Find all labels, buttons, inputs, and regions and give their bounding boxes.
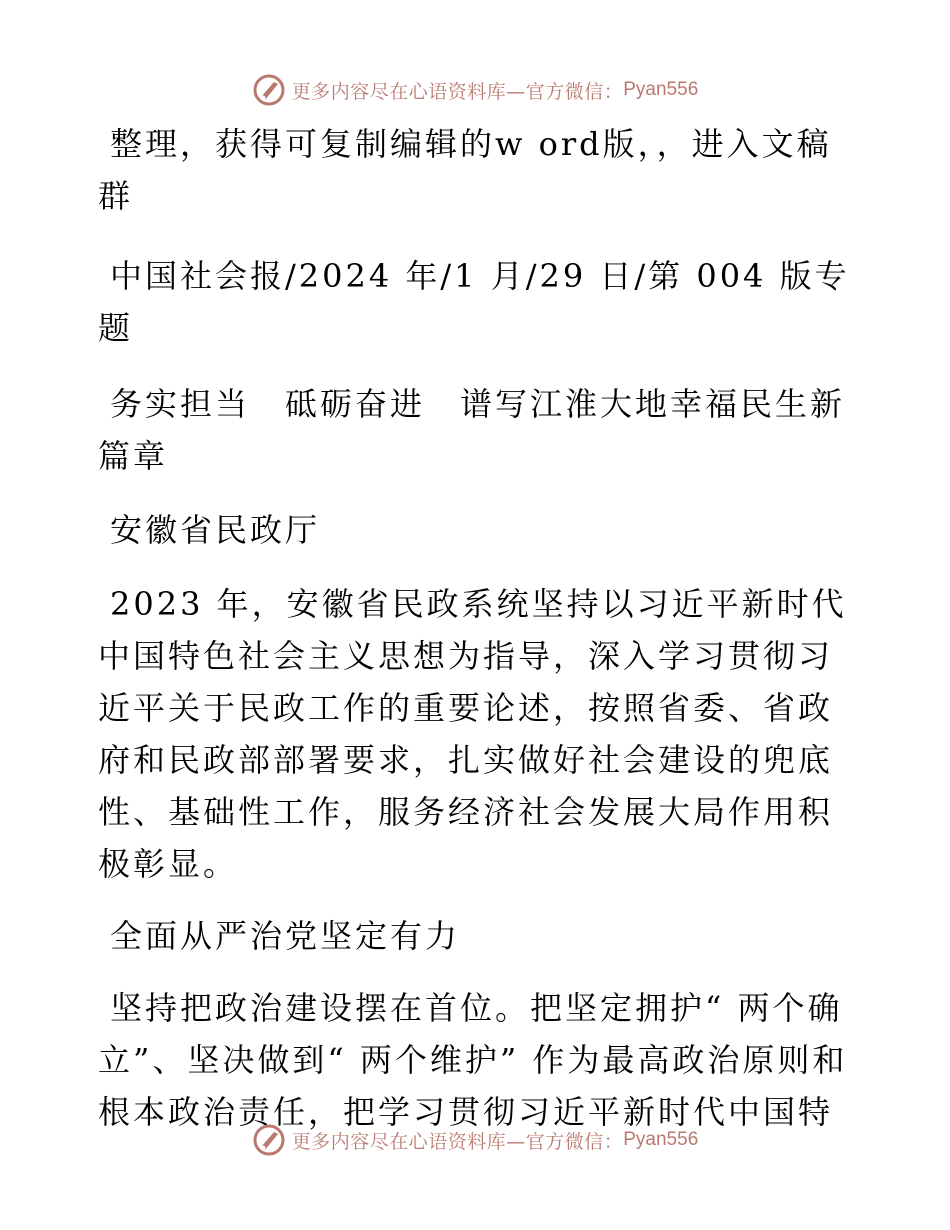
watermark-text: 更多内容尽在心语资料库—官方微信：: [291, 80, 624, 103]
brush-logo-icon: [252, 73, 286, 107]
section-subheading: 全面从严治党坚定有力: [110, 917, 461, 955]
watermark-text: 更多内容尽在心语资料库—官方微信：: [291, 1130, 624, 1153]
body-paragraph: 坚持把政治建设摆在首位。把坚定拥护“ 两个确立”、坚决做到“ 两个维护” 作为最高政治原则和根本政治责任，把学习贯彻习近平新时代中国特: [98, 989, 848, 1131]
author-department: 安徽省民政厅: [110, 511, 321, 549]
watermark-footer: [0, 1120, 950, 1160]
document-body: [98, 118, 858, 1138]
brush-logo-icon: [252, 1123, 286, 1157]
intro-line: 整理，获得可复制编辑的w ord版，，进入文稿群: [98, 125, 832, 215]
body-paragraph: 2023 年，安徽省民政系统坚持以习近平新时代中国特色社会主义思想为指导，深入学习贯彻习近平关于民政工作的重要论述，按照省委、省政府和民政部部署要求，扎实做好社会建设的兜底性、基础性工作，服务经济社会发展大局作用积极彰显。: [98, 585, 847, 883]
watermark-wechat-id: Pyan556: [623, 1129, 699, 1150]
article-headline: 务实担当 砥砺奋进 谱写江淮大地幸福民生新篇章: [98, 385, 846, 475]
watermark-header: [0, 70, 950, 110]
source-line: 中国社会报/2024 年/1 月/29 日/第 004 版专题: [98, 257, 850, 347]
watermark-wechat-id: Pyan556: [623, 79, 699, 100]
